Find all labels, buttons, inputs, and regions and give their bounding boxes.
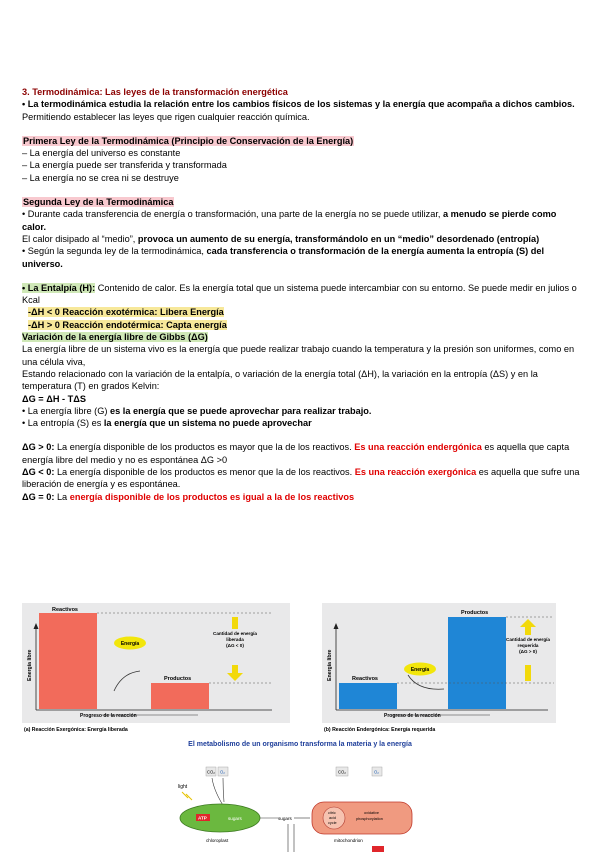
endergonic-diagram [322,603,556,735]
text-bold: ΔG = 0: [22,491,55,502]
energy-arrow-shaft [232,665,238,673]
citric-label: citric [328,811,336,815]
atp-output-badge [372,846,384,852]
exergonic-diagram [22,603,290,735]
text-span: Contenido de calor. Es la energía total que un sistema puede intercambiar con su entorno. Se puede medir en julios o Kcal [22,282,577,306]
text-bold: cada transferencia o transformación de la energía aumenta la entropía (S) del universo. [22,246,545,269]
o2-label: O₂ [374,769,379,775]
endergonic-label: Es una reacción endergónica [354,442,482,453]
cycle-label: cycle [328,821,337,825]
amount-label: requerida [517,643,539,648]
oxidative-label: oxidative [364,811,379,815]
energy-diagrams [22,603,578,735]
x-axis-label: Progreso de la reacción [384,713,441,719]
section-title: 3. Termodinámica: Las leyes de la transformación energética [22,87,288,97]
first-law-heading: Primera Ley de la Termodinámica (Principio de Conservación de la Energía) [23,135,354,146]
amount-label: liberada [226,637,244,642]
delta-positive [22,441,580,466]
co2-label: CO₂ [338,769,346,775]
amount-label: (ΔG > 0) [519,649,537,654]
atp-label: ATP [198,815,207,821]
amount-label: (ΔG < 0) [226,643,244,648]
intro-bold: • La termodinámica estudia la relación entre los cambios físicos de los sistemas y la energía que acompaña a dichos cambios. [22,99,575,110]
diagram-caption: (a) Reacción Exergónica: Energía liberada [24,727,128,733]
reactants-label: Reactivos [352,676,378,682]
text-span: es aquella que sufre una liberación de energía y es espontánea. [22,467,580,490]
co2-label: CO₂ [207,769,215,775]
products-bar [151,683,209,709]
first-law-item: – La energía puede ser transferida y transformada [22,160,227,171]
document-body [22,86,580,503]
energy-label: Energía [410,667,430,673]
chloroplast-shape [180,804,260,832]
energy-arrow-shaft [525,627,531,635]
text-bold: es la energía que se puede aprovechar para realizar trabajo. [110,405,372,416]
text-span: El calor disipado al “medio”, [22,233,138,244]
exergonic-label: Es una reacción exergónica [354,467,477,478]
equal-energy-label: energía disponible de los productos es igual a la de los reactivos [69,491,355,502]
gibbs-p2: Estando relacionado con la variación de la entalpía, o variación de la energía total (ΔH), la variación en la entropía (ΔS) y en la temperatura (T) en grados Kelvin: [22,368,538,392]
delta-negative [22,466,580,491]
text-span: • Según la segunda ley de la termodinámica, [22,246,207,257]
delta-zero [22,491,580,503]
first-law-item: – La energía no se crea ni se destruye [22,172,179,183]
gibbs-p1: La energía libre de un sistema vivo es la energía que puede realizar trabajo cuando la temperatura y la presión son uniformes, como en una célula viva, [22,344,575,367]
reactants-label: Reactivos [52,607,78,613]
enthalpy-paragraph [22,282,580,307]
gibbs-formula: ΔG = ΔH - TΔS [22,393,86,404]
y-axis-label: Energía libre [27,649,33,681]
text-span: • La entropía (S) es [22,418,104,429]
text-bold: ΔG > 0: [22,442,55,453]
figure-caption: El metabolismo de un organismo transforma la materia y la energía [188,741,412,748]
text-span: • Durante cada transferencia de energía o transformación, una parte de la energía no se puede utilizar, [22,209,444,220]
chloroplast-label: chloroplast [206,838,229,843]
second-law-p3 [22,245,580,270]
entropy-line [22,417,580,429]
energy-arrow-top [232,617,238,629]
phosphorylation-label: phosphorylation [356,817,383,821]
sugars-middle-label: sugars [278,816,292,821]
energy-arrow-bottom [525,665,531,681]
products-bar [448,617,506,709]
gibbs-heading: Variación de la energía libre de Gibbs (ΔG) [22,332,208,343]
energy-label: Energía [120,641,140,647]
endothermic-line: -ΔH > 0 Reacción endotérmica: Capta energía [28,319,227,330]
text-bold: a menudo se pierde como calor. [22,209,557,232]
text-span: La [54,491,70,502]
text-bold: ΔG < 0: [22,467,55,478]
light-label: light [178,784,188,790]
mitochondrion-label: mitochondrion [334,838,363,843]
text-bold: la energía que un sistema no puede aprovechar [103,418,312,429]
first-law-item: – La energía del universo es constante [22,148,181,159]
text-bold: provoca un aumento de su energía, transformándolo en un “medio” desordenado (entropía) [137,233,540,244]
products-label: Productos [164,676,192,682]
enthalpy-label: • La Entalpía (H): [22,282,96,293]
text-span: es aquella que capta energía libre del medio y no es espontánea ΔG >0 [22,442,570,465]
reactants-bar [339,683,397,709]
reactants-bar [39,613,97,709]
o2-label: O₂ [220,769,225,775]
light-rays-icon [182,792,192,800]
sugars-label: sugars [228,816,242,821]
text-span: La energía disponible de los productos es mayor que la de los reactivos. [54,442,355,453]
diagram-caption: (b) Reacción Endergónica: Energía requerida [324,727,436,733]
second-law-p2 [22,233,580,245]
second-law-p1 [22,208,580,233]
intro-rest: Permitiendo establecer las leyes que rigen cualquier reacción química. [22,111,310,122]
intro-paragraph [22,98,580,123]
o2-arrow [223,778,224,802]
products-label: Productos [461,610,489,616]
x-axis-label: Progreso de la reacción [80,713,137,719]
acid-label: acid [329,816,336,820]
free-energy-line [22,405,580,417]
amount-label: Cantidad de energía [213,631,257,636]
metabolism-diagram [168,762,428,852]
amount-label: Cantidad de energía [506,637,550,642]
exothermic-line: -ΔH < 0 Reacción exotérmica: Libera Energía [28,307,224,318]
y-axis-label: Energía libre [327,649,333,681]
second-law-heading: Segunda Ley de la Termodinámica [23,197,174,208]
text-span: La energía disponible de los productos es menor que la de los reactivos. [54,467,355,478]
text-span: • La energía libre (G) [22,405,110,416]
